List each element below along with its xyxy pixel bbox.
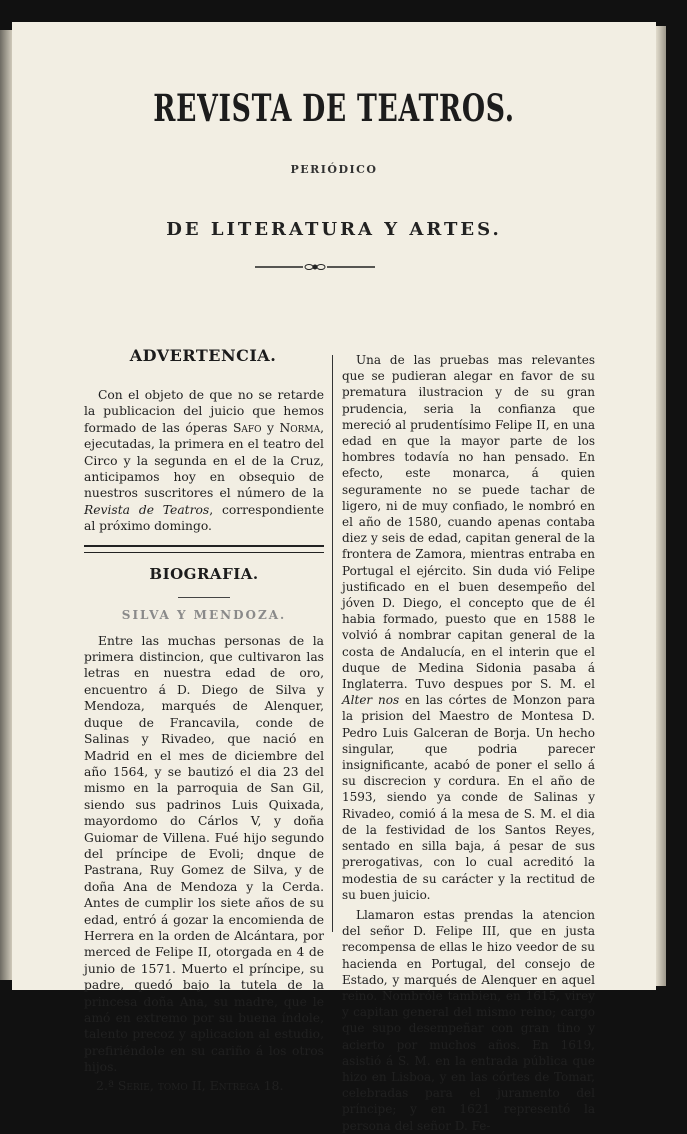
book-spine-edge — [0, 30, 12, 980]
column-rule — [332, 355, 333, 932]
biografia-heading: BIOGRAFIA. — [149, 564, 259, 583]
right-paragraph-1: Una de las pruebas mas relevantes que se pudieran alegar en favor de su prematura ilustracion y de su gran prudencia, seria la confianza que mereció al prudentísimo Felipe II, en una edad en que la mayor parte de los hombres todavía no han pensado. En efecto, este monarca, á quien seguramente no se puede tachar de ligero, ni de muy confiado, le nombró en el año de 1580, cuando apenas contaba diez y seis de edad, capitan general de la frontera de Zamora, mientras entraba en Portugal el ejército. Sin duda vió Felipe justificado en el buen desempeño del jóven D. Diego, el concepto que de él habia formado, puesto que en 1588 le volvió á nombrar capitan general de la costa de Andalucía, en el interin que el duque de Medina Sidonia pasaba á Inglaterra. Tuvo despues por S. M. el Alter nos en las córtes de Monzon para la prision del Maestro de Montesa D. Pedro Luis Galceran de Borja. Un hecho singular, que podria parecer insignificante, acabó de poner el sello á su discrecion y cordura. En el año de 1593, siendo ya conde de Salinas y Rivadeo, comió á la mesa de S. M. el dia de la festividad de los Santos Reyes, sentado en silla baja, á pesar de sus prerogativas, con lo cual acreditó la modestia de su carácter y la rectitud de su buen juicio. — [342, 353, 596, 902]
left-column — [84, 342, 324, 1093]
advertencia-paragraph: Con el objeto de que no se retarde la publicacion del juicio que hemos formado de las óperas Safo y Norma, ejecutadas, la primera en el teatro del Circo y la segunda en el de la Cruz, anticipamos hoy en obsequio de nuestros suscritores el número de la Revista de Teatros, correspondiente al próximo domingo. — [84, 388, 325, 534]
ornament-divider-icon — [255, 262, 375, 272]
right-column — [342, 352, 595, 1134]
masthead-subtitle: DE LITERATURA Y ARTES. — [166, 219, 502, 240]
biografia-subheading: SILVA Y MENDOZA. — [121, 607, 287, 622]
page-stack-edge — [656, 26, 666, 986]
scanned-page — [12, 22, 656, 1133]
masthead-title: REVISTA DE TEATROS. — [153, 86, 515, 130]
biografia-paragraph: Entre las muchas personas de la primera distincion, que cultivaron las letras en nuestra edad de oro, encuentro á D. Diego de Silva y Mendoza, marqués de Alenquer, duque de Francavila, conde de Salinas y Rivadeo, que nació en Madrid en el mes de diciembre del año 1564, y se bautizó el dia 23 del mismo en la parroquia de San Gil, siendo sus padrinos Luis Quixada, mayordomo do Cárlos V, y doña Guiomar de Villena. Fué hijo segundo del príncipe de Evoli; dnque de Pastrana, Ruy Gomez de Silva, y de doña Ana de Mendoza y la Cerda. Antes de cumplir los siete años de su edad, entró á gozar la encomienda de Herrera en la orden de Alcántara, por merced de Felipe II, otorgada en 4 de junio de 1571. Muerto el príncipe, su padre, quedó bajo la tutela de la princesa doña Ana, su madre, que le amó en extremo por su buena índole, talento precoz y aplicacion al estudio, prefiriéndole en su cariño á los otros hijos. — [84, 633, 324, 1075]
right-paragraph-2: Llamaron estas prendas la atencion del señor D. Felipe III, que en justa recompensa de ellas le hizo veedor de su hacienda en Portugal, del consejo de Estado, y marqués de Alenquer en aquel reino. Nombróle tambien, en 1615, virey y capitan general del mismo reino; cargo que supo desempeñar con gran tino y acierto por muchos años. En 1619, asistió á S. M. en la entrada pública que hizo en Lisboa, y en las córtes de Tomar, celebradas para el juramento del príncipe; y en 1621 representó la persona del señor D. Fe- — [342, 907, 595, 1133]
masthead-kind: PERIÓDICO — [290, 163, 378, 176]
section-divider — [84, 545, 324, 553]
advertencia-heading: ADVERTENCIA. — [129, 346, 277, 365]
short-divider — [178, 597, 230, 598]
issue-footer: 2.ª Serie, tomo II, Entrega 18. — [96, 1077, 284, 1093]
